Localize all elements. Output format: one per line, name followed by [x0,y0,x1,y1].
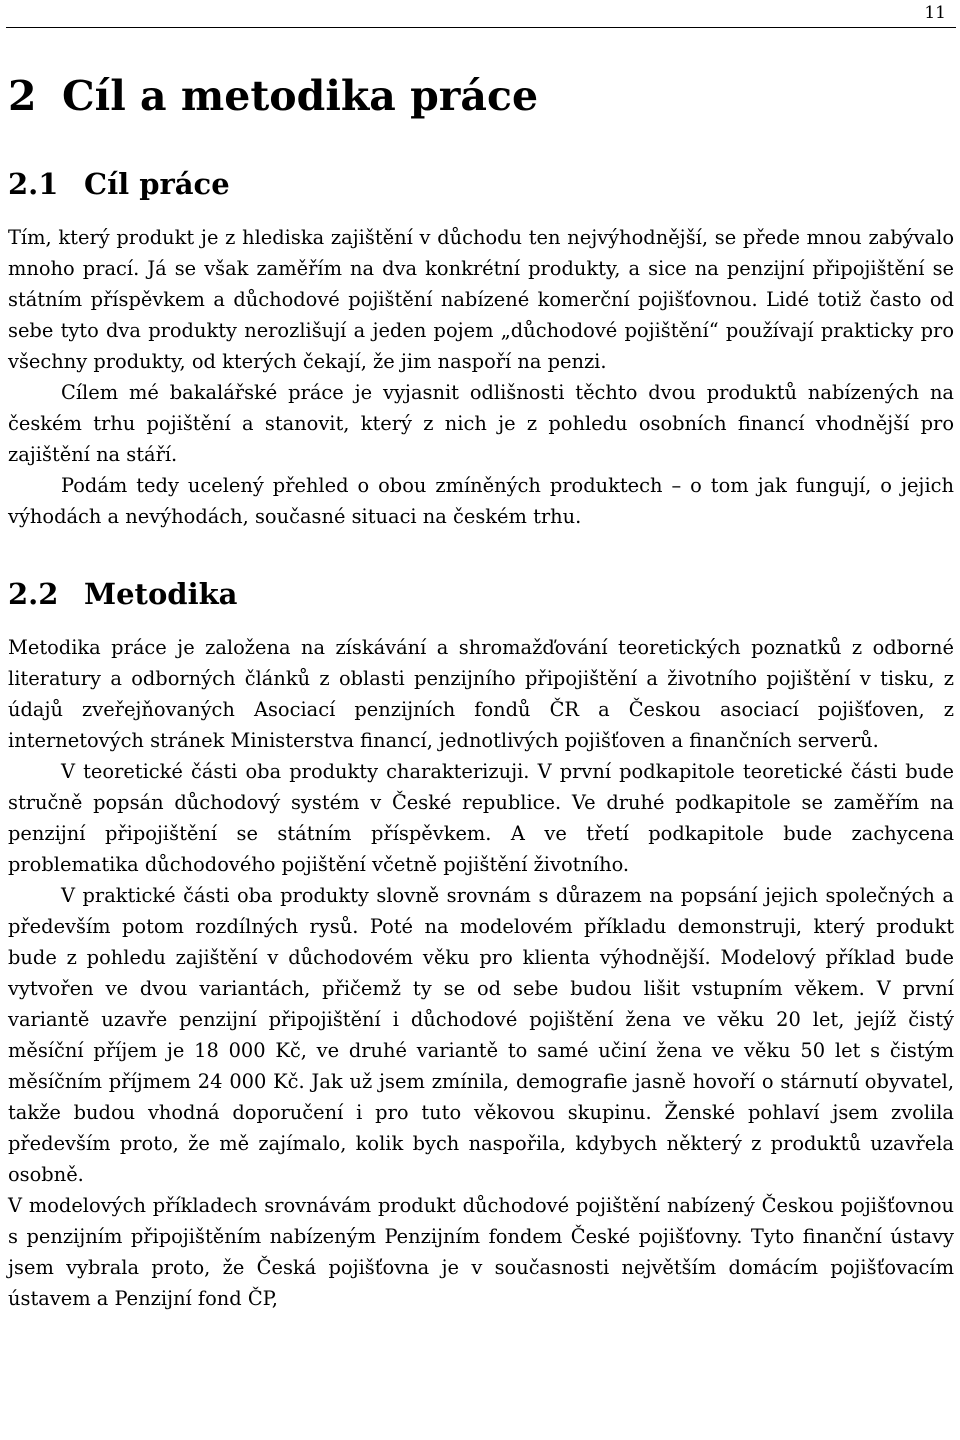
section-title: Cíl práce [84,167,230,201]
section-number: 2.2 [8,577,59,611]
paragraph: Cílem mé bakalářské práce je vyjasnit odlišnosti těchto dvou produktů nabízených na českém trhu pojištění a stanovit, který z nich je z pohledu osobních financí vhodnější pro zajištění na stáří. [8,381,954,466]
chapter-title: Cíl a metodika práce [62,72,539,120]
paragraph: Tím, který produkt je z hlediska zajištění v důchodu ten nejvýhodnější, se přede mnou zabývalo mnoho prací. Já se však zaměřím na dva konkrétní produkty, a sice na penzijní připojištění se státním příspěvkem a důchodové pojištění nabízené komerční pojišťovnou. Lidé totiž často od sebe tyto dva produkty nerozlišují a jeden pojem „důchodové pojištění“ používají prakticky pro všechny produkty, od kterých čekají, že jim naspoří na penzi. [8,226,954,373]
chapter-heading [8,66,954,126]
section-heading-goal [8,164,954,204]
chapter-number: 2 [8,72,37,120]
paragraph: V teoretické části oba produkty charakterizuji. V první podkapitole teoretické části bude stručně popsán důchodový systém v České republice. Ve druhé podkapitole se zaměřím na penzijní připojištění se státním příspěvkem. A ve třetí podkapitole bude zachycena problematika důchodového pojištění včetně pojištění životního. [8,760,954,876]
header-rule [6,27,956,28]
section-number: 2.1 [8,167,59,201]
paragraph: Metodika práce je založena na získávání a shromažďování teoretických poznatků z odborné literatury a odborných článků z oblasti penzijního připojištění a životního pojištění v tisku, z údajů zveřejňovaných Asociací penzijních fondů ČR a Českou asociací pojišťoven, z internetových stránek Ministerstva financí, jednotlivých pojišťoven a finančních serverů. [8,636,954,752]
paragraph: V praktické části oba produkty slovně srovnám s důrazem na popsání jejich společných a především potom rozdílných rysů. Poté na modelovém příkladu demonstruji, který produkt bude z pohledu zajištění v důchodovém věku pro klienta výhodnější. Modelový příklad bude vytvořen ve dvou variantách, přičemž ty se od sebe budou lišit vstupním věkem. V první variantě uzavře penzijní připojištění i důchodové pojištění žena ve věku 20 let, jejíž čistý měsíční příjem je 18 000 Kč, ve druhé variantě to samé učiní žena ve věku 50 let s čistým měsíčním příjmem 24 000 Kč. Jak už jsem zmínila, demografie jasně hovoří o stárnutí obyvatel, takže budou vhodná doporučení i pro tuto věkovou skupinu. Ženské pohlaví jsem zvolila především proto, že mě zajímalo, kolik bych naspořila, kdybych některý z produktů uzavřela osobně. [8,884,954,1186]
document-body [8,66,954,1314]
section-title: Metodika [84,577,238,611]
section-heading-methodology [8,574,954,614]
paragraph: V modelových příkladech srovnávám produkt důchodové pojištění nabízený Českou pojišťovnou s penzijním připojištěním nabízeným Penzijním fondem České pojišťovny. Tyto finanční ústavy jsem vybrala proto, že Česká pojišťovna je v současnosti největším domácím pojišťovacím ústavem a Penzijní fond ČP, [8,1194,954,1310]
paragraph: Podám tedy ucelený přehled o obou zmíněných produktech – o tom jak fungují, o jejich výhodách a nevýhodách, současné situaci na českém trhu. [8,474,954,528]
page-number: 11 [924,3,946,23]
